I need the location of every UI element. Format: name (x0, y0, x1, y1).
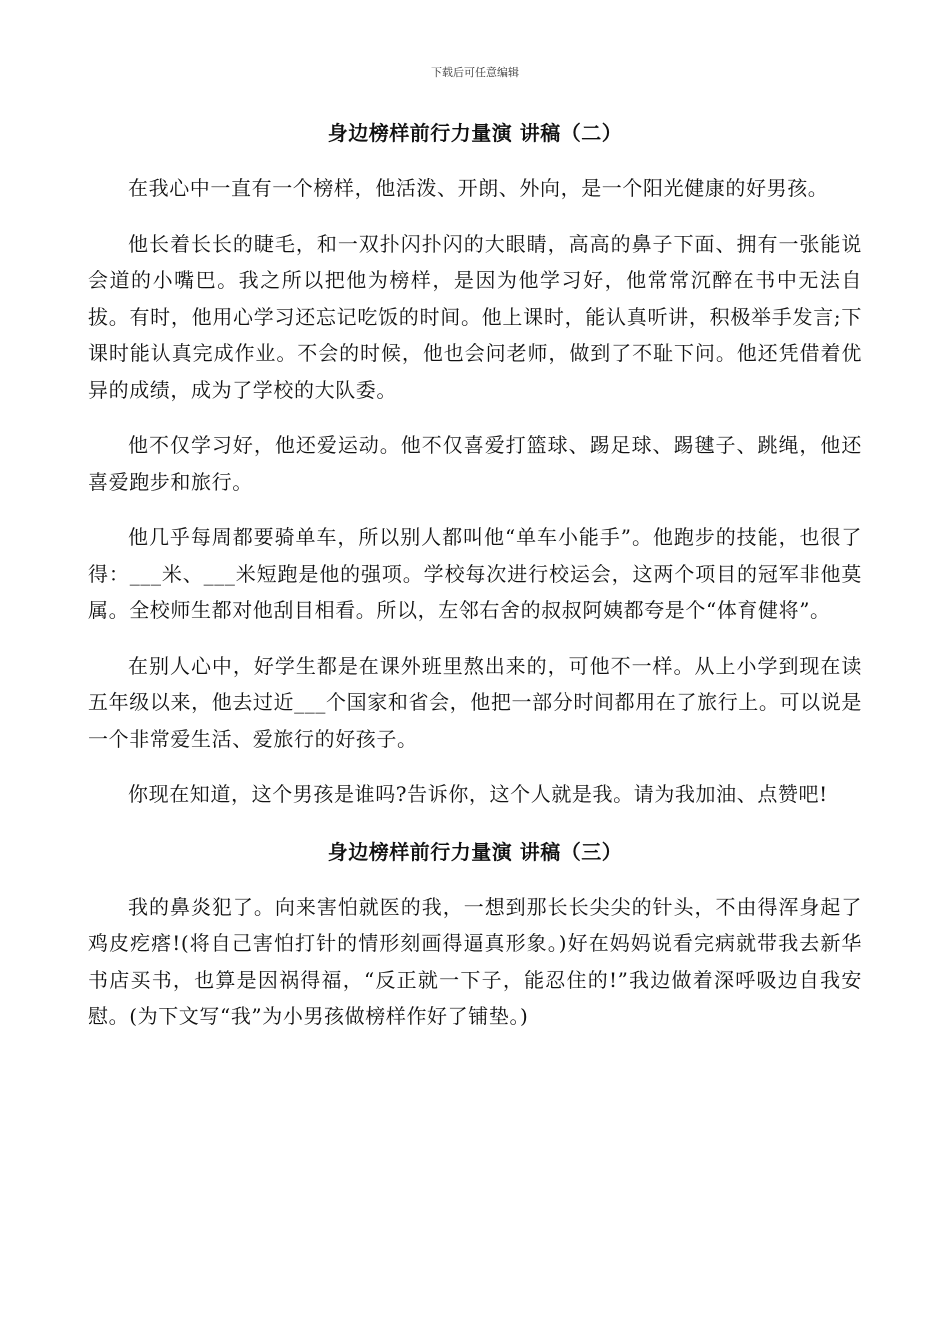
document-body (88, 118, 862, 1054)
paragraph: 我的鼻炎犯了。向来害怕就医的我，一想到那长长尖尖的针头，不由得浑身起了鸡皮疙瘩!(将自己害怕打针的情形刻画得逼真形象。)好在妈妈说看完病就带我去新华书店买书，也算是因祸得福，“反正就一下子，能忍住的!”我边做着深呼吸边自我安慰。(为下文写“我”为小男孩做榜样作好了铺垫。) (88, 894, 862, 1028)
paragraph: 他不仅学习好，他还爱运动。他不仅喜爱打篮球、踢足球、踢毽子、跳绳，他还喜爱跑步和旅行。 (88, 433, 862, 494)
paragraph: 你现在知道，这个男孩是谁吗?告诉你，这个人就是我。请为我加油、点赞吧! (128, 782, 828, 806)
section-title: 身边榜样前行力量演 讲稿（三） (327, 839, 623, 864)
section-title: 身边榜样前行力量演 讲稿（二） (327, 121, 623, 145)
paragraph: 他长着长长的睫毛，和一双扑闪扑闪的大眼睛，高高的鼻子下面、拥有一张能说会道的小嘴巴。我之所以把他为榜样，是因为他学习好，他常常沉醉在书中无法自拔。有时，他用心学习还忘记吃饭的时间。他上课时，能认真听讲，积极举手发言;下课时能认真完成作业。不会的时候，他也会问老师，做到了不耻下问。他还凭借着优异的成绩，成为了学校的大队委。 (88, 231, 862, 402)
speech-section-2 (88, 118, 862, 813)
header-note: 下载后可任意编辑 (431, 66, 519, 79)
paragraph: 他几乎每周都要骑单车，所以别人都叫他“单车小能手”。他跑步的技能，也很了得：___米、___米短跑是他的强项。学校每次进行校运会，这两个项目的冠军非他莫属。全校师生都对他刮目相看。所以，左邻右舍的叔叔阿姨都夸是个“体育健将”。 (88, 525, 862, 622)
speech-section-3 (88, 837, 862, 1035)
paragraph: 在我心中一直有一个榜样，他活泼、开朗、外向，是一个阳光健康的好男孩。 (128, 176, 829, 200)
paragraph: 在别人心中，好学生都是在课外班里熬出来的，可他不一样。从上小学到现在读五年级以来，他去过近___个国家和省会，他把一部分时间都用在了旅行上。可以说是一个非常爱生活、爱旅行的好孩子。 (88, 653, 862, 751)
